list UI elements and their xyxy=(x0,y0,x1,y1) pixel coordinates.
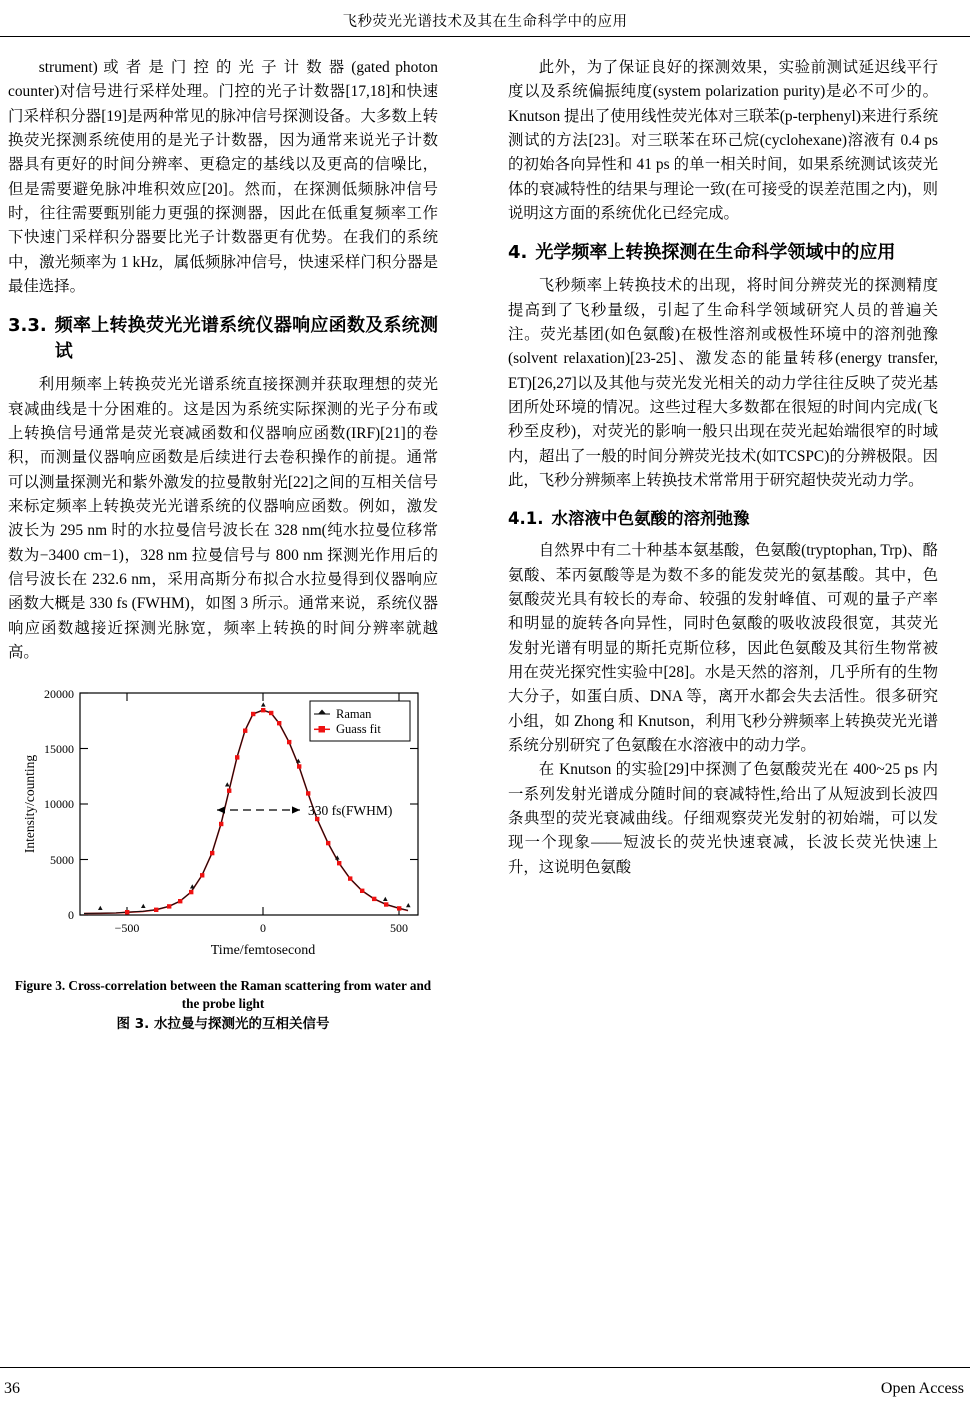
svg-text:0: 0 xyxy=(260,921,266,936)
paragraph-right-2: 飞秒频率上转换技术的出现，将时间分辨荧光的探测精度提高到了飞秒量级，引起了生命科学领域研究人员的普遍关注。荧光基团(如色氨酸)在极性溶剂或极性环境中的溶剂弛豫(solvent relaxation)[23-25]、激发态的能量转移(energy transfer, ET)[26,27]以及其他与荧光发光相关的动力学往往反映了荧光基团所处环境的情况。这些过程大多数都在很短的时间内完成(飞秒至皮秒)，对荧光的影响一般只出现在荧光起始端很窄的时域内，超出了一般的时间分辨荧光技术(如TCSPC)的分辨极限。因此，飞秒分辨频率上转换技术常常用于研究超快荧光动力学。 xyxy=(508,277,938,490)
chart-annotation-fwhm: 330 fs(FWHM) xyxy=(308,803,393,819)
legend-label-gauss: Guass fit xyxy=(336,722,381,737)
svg-text:500: 500 xyxy=(390,921,408,936)
section-title: 光学频率上转换探测在生命科学领域中的应用 xyxy=(535,242,896,264)
right-column xyxy=(508,56,938,880)
chart-ytick-labels xyxy=(44,687,74,922)
section-number: 4. xyxy=(508,242,528,264)
header-divider xyxy=(0,36,970,37)
section-heading-4 xyxy=(508,240,938,266)
svg-text:0: 0 xyxy=(68,908,74,923)
svg-text:−500: −500 xyxy=(114,921,140,936)
chart-legend xyxy=(310,701,410,741)
section-heading-3-3 xyxy=(8,313,438,365)
chart-svg xyxy=(8,679,438,969)
page-number: 36 xyxy=(4,1380,20,1397)
paragraph-right-3: 自然界中有二十种基本氨基酸，色氨酸(tryptophan, Trp)、酪氨酸、苯丙氨酸等是为数不多的能发荧光的氨基酸。其中，色氨酸荧光具有较长的寿命、较强的发射峰值、可观的量子产率和明显的旋转各向异性，同时色氨酸的吸收波段很宽，其荧光发射光谱有明显的斯托克斯位移，因此色氨酸及其衍生物常被用在荧光探究性实验中[28]。水是天然的溶剂，几乎所有的生物大分子，如蛋白质、DNA 等，离开水都会失去活性。很多研究小组，如 Zhong 和 Knutson，利用飞秒分辨频率上转换荧光光谱系统分别研究了色氨酸在水溶液中的动力学。 xyxy=(508,542,938,754)
section-title: 水溶液中色氨酸的溶剂弛豫 xyxy=(551,509,750,529)
running-head: 飞秒荧光光谱技术及其在生命科学中的应用 xyxy=(342,14,628,30)
chart-cross-correlation xyxy=(8,679,438,969)
svg-text:15000: 15000 xyxy=(44,742,74,757)
chart-xlabel: Time/femtosecond xyxy=(210,943,316,959)
svg-text:5000: 5000 xyxy=(50,853,74,868)
chart-xtick-labels xyxy=(115,921,408,935)
left-column xyxy=(8,56,438,1036)
footer-divider xyxy=(0,1367,970,1368)
legend-label-raman: Raman xyxy=(336,707,372,722)
section-title: 频率上转换荧光光谱系统仪器响应函数及系统测试 xyxy=(54,315,438,363)
paragraph-right-1: 此外，为了保证良好的探测效果，实验前测试延迟线平行度以及系统偏振纯度(system polarization purity)是必不可少的。Knutson 提出了使用线性荧光体对三联苯(p-terphenyl)来进行系统测试的方法[23]。对三联苯在环己烷(cyclohexane)溶液有 0.4 ps 的初始各向异性和 41 ps 的单一相关时间，如果系统测试该荧光体的衰减特性的结果与理论一致(在可接受的误差范围之内)，则说明这方面的系统优化已经完成。 xyxy=(508,59,938,222)
figure-caption-cn: 图 3. 水拉曼与探测光的互相关信号 xyxy=(116,1016,330,1033)
figure-3 xyxy=(8,679,438,1035)
paragraph-right-4: 在 Knutson 的实验[29]中探测了色氨酸荧光在 400~25 ps 内一系列发射光谱成分随时间的衰减特性,给出了从短波到长波四条典型的荧光衰减曲线。仔细观察荧光发射的初始端，可以发现一个现象——短波长的荧光快速衰减，长波长荧光快速上升，这说明色氨酸 xyxy=(508,761,938,876)
figure-caption-en: Figure 3. Cross-correlation between the Raman scattering from water and the probe light xyxy=(14,978,432,1011)
chart-ylabel: Intensity/counting xyxy=(22,755,37,854)
section-number: 3.3. xyxy=(8,315,47,337)
paragraph-left-1: strument) 或 者 是 门 控 的 光 子 计 数 器 (gated photon counter)对信号进行采样处理。门控的光子计数器[17,18]和快速门采样积分器[19]是两种常见的脉冲信号探测设备。大多数上转换荧光探测系统使用的是光子计数器，因为通常来说光子计数器具有更好的时间分辨率、更稳定的基线以及更高的信噪比，但是需要避免脉冲堆积效应[20]。然而，在探测低频脉冲信号时，往往需要甄别能力更强的探测器，因此在低重复频率工作下快速门采样积分器要比光子计数器更有优势。在我们的系统中，激光频率为 1 kHz，属低频脉冲信号，快速采样门积分器是最佳选择。 xyxy=(8,59,438,295)
section-heading-4-1 xyxy=(508,507,938,531)
section-number: 4.1. xyxy=(508,509,544,529)
svg-text:20000: 20000 xyxy=(44,687,74,702)
open-access-label: Open Access xyxy=(880,1380,964,1397)
svg-text:10000: 10000 xyxy=(44,797,74,812)
paragraph-left-2: 利用频率上转换荧光光谱系统直接探测并获取理想的荧光衰减曲线是十分困难的。这是因为系统实际探测的光子分布或上转换信号通常是荧光衰减函数和仪器响应函数(IRF)[21]的卷积，而测量仪器响应函数是后续进行去卷积操作的前提。通常可以测量探测光和紫外激发的拉曼散射光[22]之间的互相关信号来标定频率上转换荧光光谱系统的仪器响应函数。例如，激发波长为 295 nm 时的水拉曼信号波长在 328 nm(纯水拉曼位移常数为−3400 cm−1)，328 nm 拉曼信号与 800 nm 探测光作用后的信号波长在 232.6 nm，采用高斯分布拟合水拉曼得到仪器响应函数大概是 330 fs (FWHM)，如图 3 所示。通常来说，系统仪器响应函数越接近探测光脉宽，频率上转换的时间分辨率就越高。 xyxy=(8,376,438,662)
chart-fwhm-arrow xyxy=(217,807,300,814)
